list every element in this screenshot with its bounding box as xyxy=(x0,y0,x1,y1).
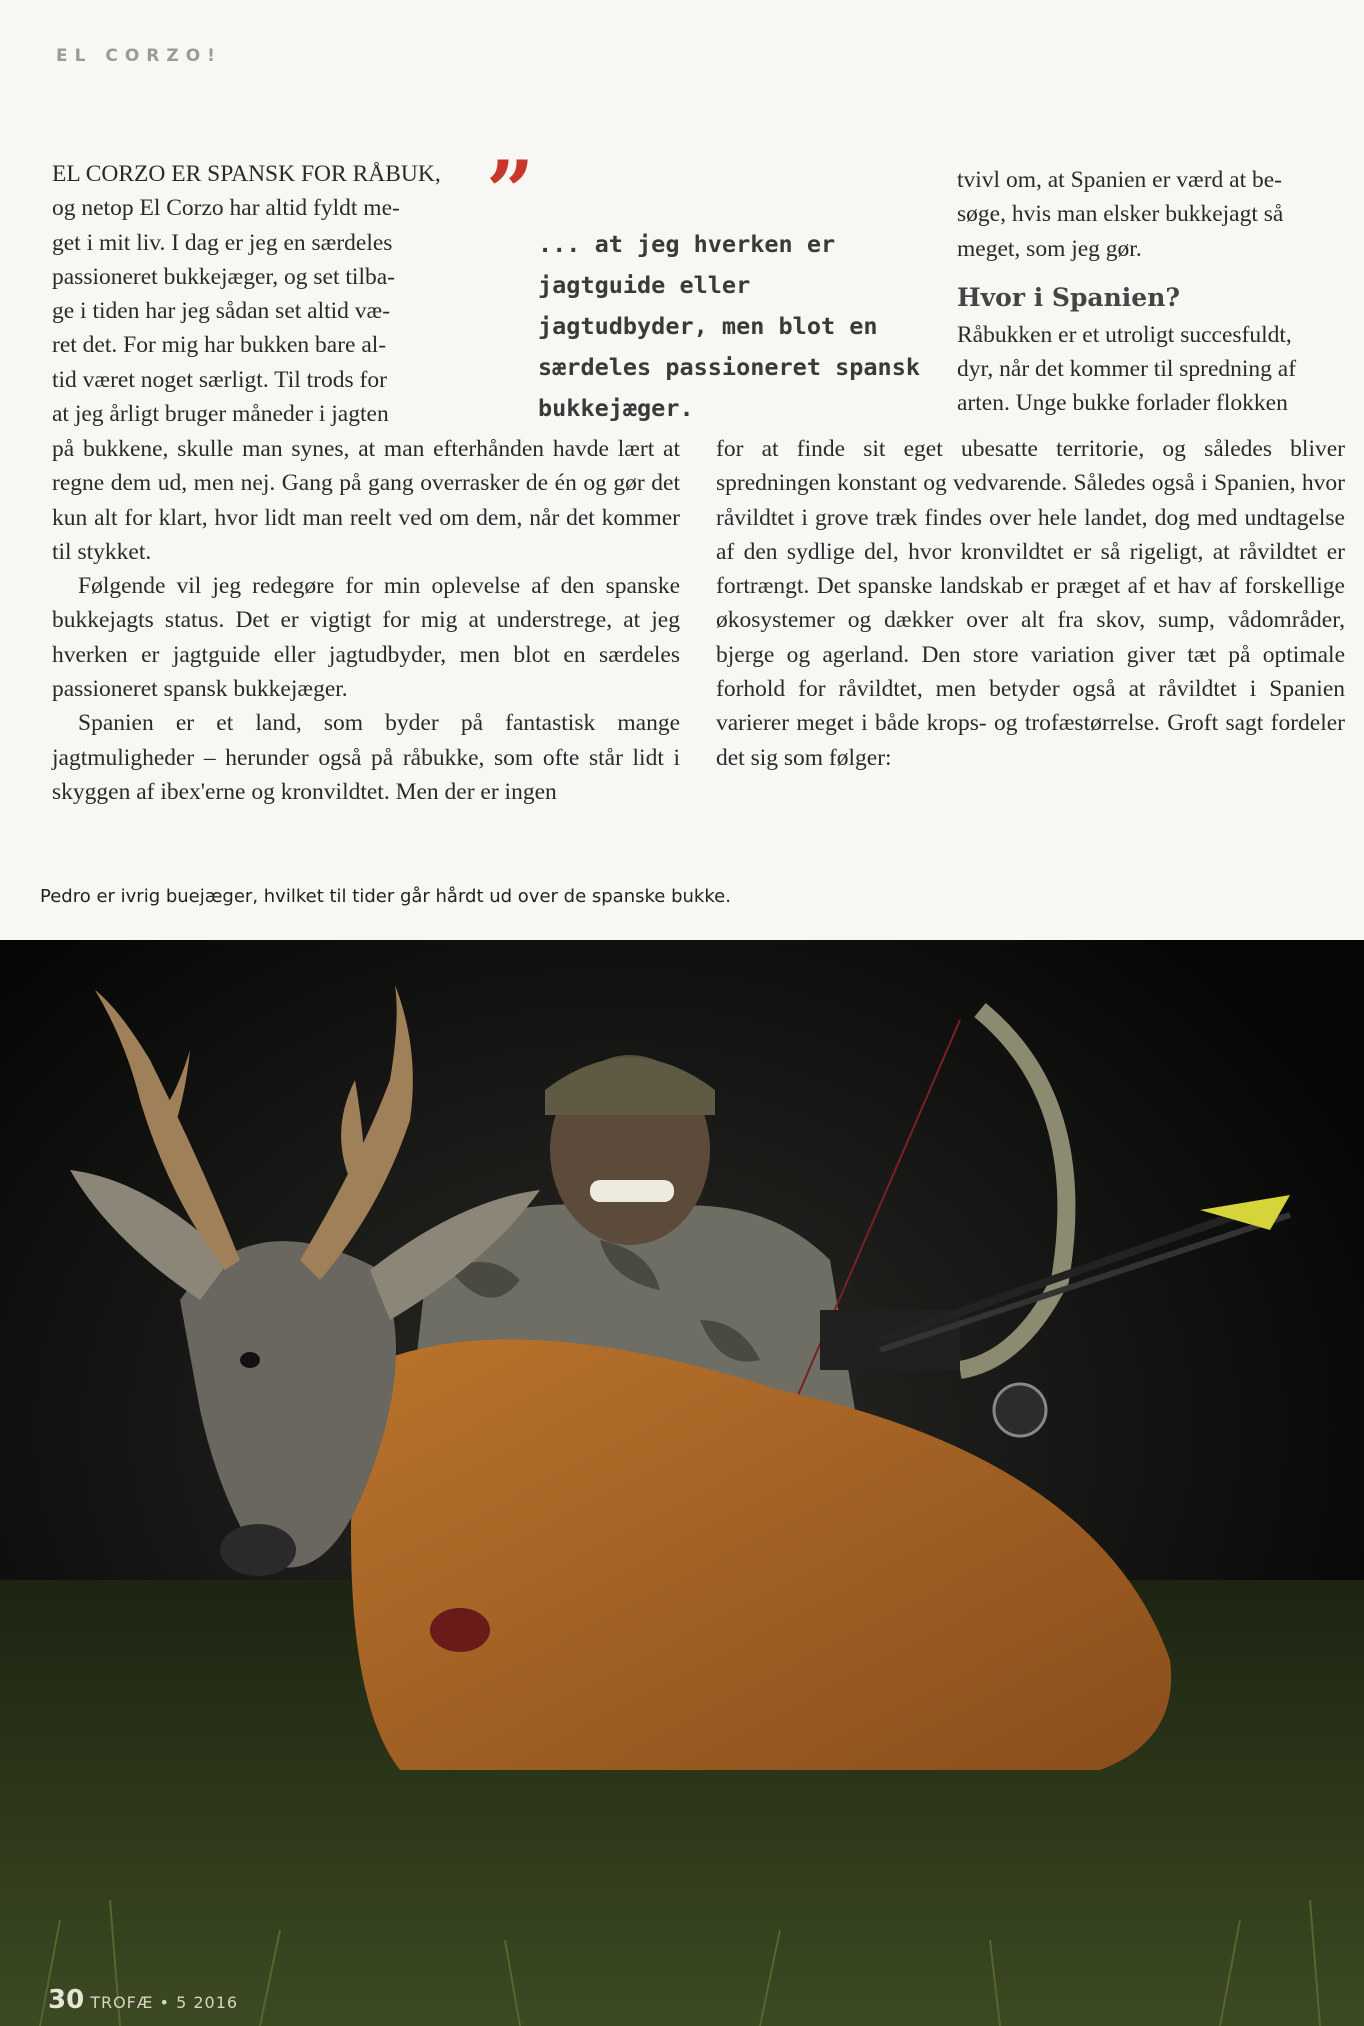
text-line: get i mit liv. I dag er jeg en særdeles xyxy=(52,229,393,256)
photo-caption: Pedro er ivrig buejæger, hvilket til tider går hårdt ud over de spanske bukke. xyxy=(40,886,731,907)
subheading: Hvor i Spanien? xyxy=(957,282,1181,312)
article-right-top-column xyxy=(957,163,1345,421)
article-intro-column xyxy=(52,157,452,431)
text-line: at jeg årligt bruger måneder i jagten xyxy=(52,401,389,428)
page-number: 30 xyxy=(48,1985,85,2015)
quote-mark-icon: ” xyxy=(486,142,535,241)
text-line: EL CORZO ER SPANSK FOR RÅBUK, xyxy=(52,161,441,187)
text-line: tvivl om, at Spanien er værd at be- xyxy=(957,167,1283,193)
text-line: søge, hvis man elsker bukkejagt så xyxy=(957,201,1284,228)
hunter-with-roe-deer-photo-icon xyxy=(0,940,1364,2026)
text-line: arten. Unge bukke forlader flokken xyxy=(957,390,1288,417)
paragraph: Følgende vil jeg redegøre for min oplevelse af den spanske bukkejagts status. Det er vigtigt for mig at understrege, at jeg hverken er jagtguide eller jagtudbyder, men blot en særdeles passioneret spansk bukkejæger. xyxy=(52,573,680,703)
hunter-photo xyxy=(0,940,1364,2026)
paragraph: for at finde sit eget ubesatte territorie, og således bliver spredningen konstant og vedvarende. Således også i Spanien, hvor råvildtet i grove træk findes over hele landet, dog med undtagelse af den sydlige del, hvor kronvildtet er så rigeligt, at råvildtet er fortrængt. Det spanske landskab er præget af et hav af forskellige økosystemer og dækker over alt fra skov, sump, vådområder, bjerge og agerland. Den store variation giver tæt på optimale forhold for råvildtet, men betyder også at råvildtet i Spanien varierer meget i både krops- og trofæstørrelse. Groft sagt fordeler det sig som følger: xyxy=(716,436,1345,771)
paragraph: på bukkene, skulle man synes, at man efterhånden havde lært at regne dem ud, men nej. Gang på gang overrasker de én og gør det kun alt for klart, hvor lidt man reelt ved om dem, når det kommer til stykket. xyxy=(52,436,680,565)
text-line: ge i tiden har jeg sådan set altid væ- xyxy=(52,298,391,325)
text-line: passioneret bukkejæger, og set tilba- xyxy=(52,263,395,290)
text-line: Råbukken er et utroligt succesfuldt, xyxy=(957,321,1292,348)
text-line: tid været noget særligt. Til trods for xyxy=(52,366,387,393)
page-footer xyxy=(48,1985,238,2015)
text-line: og netop El Corzo har altid fyldt me- xyxy=(52,195,400,222)
section-header: EL CORZO! xyxy=(56,46,222,66)
text-line: meget, som jeg gør. xyxy=(957,235,1142,262)
text-line: dyr, når det kommer til spredning af xyxy=(957,356,1297,383)
paragraph: Spanien er et land, som byder på fantastisk mange jagtmuligheder – herunder også på råbukke, som ofte står lidt i skyggen af ibex'erne og kronvildtet. Men der er ingen xyxy=(52,710,680,805)
article-left-column xyxy=(52,432,680,809)
magazine-name: TROFÆ • 5 2016 xyxy=(90,1993,239,2012)
pull-quote: ... at jeg hverken er jagtguide eller jagtudbyder, men blot en særdeles passioneret spansk bukkejæger. xyxy=(538,230,921,422)
text-line: ret det. For mig har bukken bare al- xyxy=(52,332,387,359)
article-right-column xyxy=(716,432,1345,775)
